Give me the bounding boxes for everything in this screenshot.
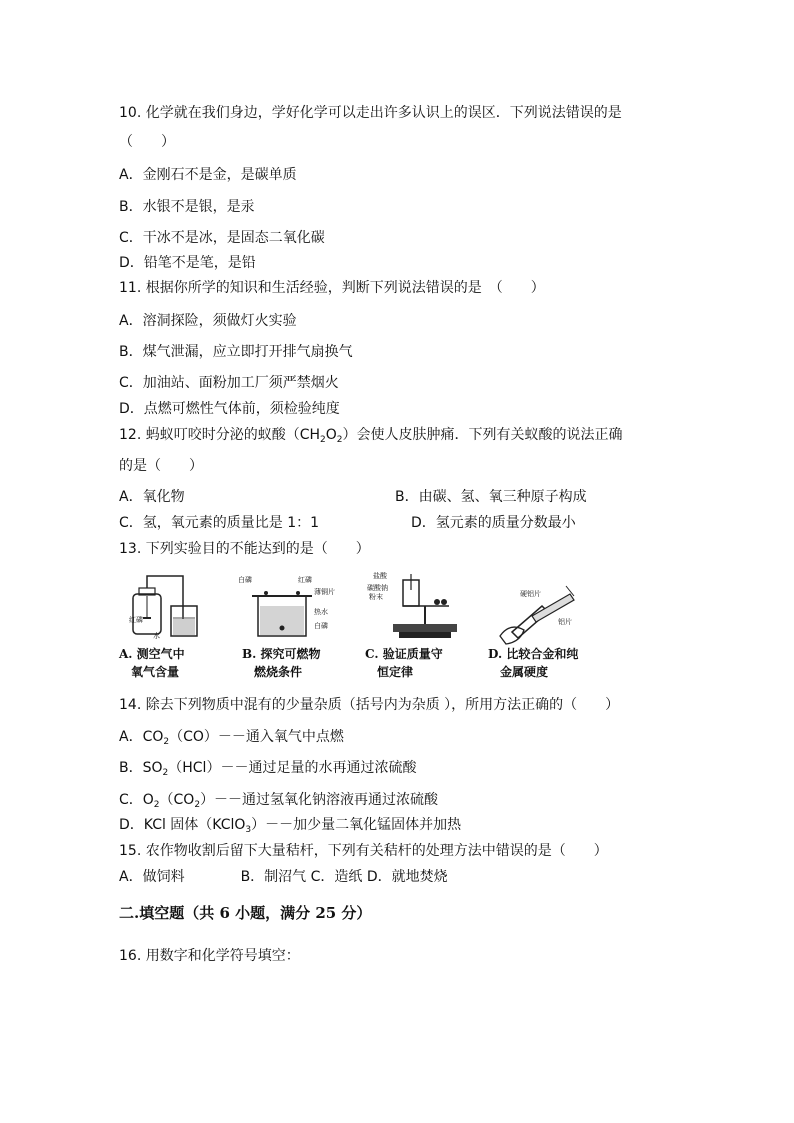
q12-stem-c: ）会使人皮肤肿痛．下列有关蚁酸的说法正确 <box>342 427 623 443</box>
panel-a-air-oxygen <box>113 566 236 684</box>
label-a-water: 水 <box>153 632 160 640</box>
caption-c-line1: C. 验证质量守 <box>365 647 443 661</box>
caption-c-line2: 恒定律 <box>377 665 414 679</box>
q14-stem: 14. 除去下列物质中混有的少量杂质（括号内为杂质 ），所用方法正确的（ ） <box>119 697 620 713</box>
q14-a-sub: 2 <box>163 737 170 747</box>
q10-option-c: C．干冰不是冰，是固态二氧化碳 <box>119 230 325 246</box>
q14-c-mid: （CO <box>159 792 195 808</box>
q12-stem <box>119 426 623 449</box>
q14-d-post: ）－－加少量二氧化锰固体并加热 <box>251 817 462 833</box>
q14-b-post: （HCl）－－通过足量的水再通过浓硫酸 <box>168 760 417 776</box>
q14-b-pre: B．SO <box>119 760 163 776</box>
label-d-hard-aluminum: 硬铝片 <box>520 590 541 598</box>
q12-option-d: D．氢元素的质量分数最小 <box>411 515 576 531</box>
q12-sub-2: 2 <box>336 435 343 445</box>
q12-sub-1: 2 <box>320 435 326 445</box>
q12-stem-line2: 的是（ ） <box>119 458 203 474</box>
q13-experiment-figure <box>113 566 605 684</box>
label-b-copper-sheet: 薄铜片 <box>314 588 335 596</box>
q12-option-c: C．氢，氧元素的质量比是 1：1 <box>119 515 320 531</box>
q12-stem-a: 12. 蚂蚁叮咬时分泌的蚁酸（CH <box>119 427 321 443</box>
q12-stem-b: O <box>325 427 337 443</box>
q11-option-b: B．煤气泄漏，应立即打开排气扇换气 <box>119 344 353 360</box>
caption-b-line2: 燃烧条件 <box>254 665 303 679</box>
panel-b-combustion <box>236 566 359 684</box>
q15-options: A．做饲料 B．制沼气 C．造纸 D．就地焚烧 <box>119 869 448 885</box>
label-b-red-phosphorus: 红磷 <box>298 576 312 584</box>
label-a-red-phosphorus: 红磷 <box>129 616 143 624</box>
q14-c-post: ）－－通过氢氧化钠溶液再通过浓硫酸 <box>200 792 439 808</box>
q14-c-pre: C．O <box>119 792 154 808</box>
q15-stem: 15. 农作物收割后留下大量秸杆，下列有关秸杆的处理方法中错误的是（ ） <box>119 843 608 859</box>
q14-a-pre: A．CO <box>119 729 164 745</box>
q11-stem: 11. 根据你所学的知识和生活经验，判断下列说法错误的是 （ ） <box>119 280 545 296</box>
q10-paren: （ ） <box>119 134 175 150</box>
label-c-hydrochloric-acid: 盐酸 <box>373 572 387 580</box>
label-b-white-phosphorus-bottom: 白磷 <box>314 622 328 630</box>
q10-option-b: B．水银不是银，是汞 <box>119 199 255 215</box>
q14-option-b <box>119 759 416 782</box>
q14-a-post: （CO）－－通入氧气中点燃 <box>169 729 344 745</box>
q14-b-sub: 2 <box>162 768 169 778</box>
q11-option-c: C．加油站、面粉加工厂须严禁烟火 <box>119 375 339 391</box>
q12-option-b: B．由碳、氢、氧三种原子构成 <box>395 489 587 505</box>
caption-d-line2: 金属硬度 <box>500 665 549 679</box>
caption-d-line1: D. 比较合金和纯 <box>488 647 579 661</box>
label-c-sodium-carbonate: 碳酸钠 <box>367 584 388 592</box>
q14-d-sub: 3 <box>245 825 252 835</box>
q14-option-a <box>119 728 344 751</box>
q16-stem: 16. 用数字和化学符号填空： <box>119 948 300 964</box>
caption-a-line2: 氧气含量 <box>131 665 180 679</box>
q14-option-c <box>119 791 438 814</box>
q11-option-a: A．溶洞探险，须做灯火实验 <box>119 313 297 329</box>
q11-option-d: D．点燃可燃性气体前，须检验纯度 <box>119 401 340 417</box>
q10-option-d: D．铅笔不是笔，是铅 <box>119 255 256 271</box>
label-d-aluminum: 铝片 <box>558 618 572 626</box>
q10-stem: 10. 化学就在我们身边，学好化学可以走出许多认识上的误区．下列说法错误的是 <box>119 105 622 121</box>
label-c-powder: 粉末 <box>369 593 383 601</box>
q14-d-pre: D．KCl 固体（KClO <box>119 817 246 833</box>
caption-a-line1: A. 测空气中 <box>119 647 185 661</box>
panel-d-alloy-hardness <box>482 566 605 684</box>
panel-c-mass-conservation <box>359 566 482 684</box>
q10-option-a: A．金刚石不是金，是碳单质 <box>119 167 297 183</box>
section-fill-in-heading: 二.填空题（共 6 小题，满分 25 分） <box>119 904 372 922</box>
label-b-hot-water: 热水 <box>314 608 328 616</box>
caption-b-line1: B. 探究可燃物 <box>242 647 321 661</box>
q14-c-sub: 2 <box>153 800 160 810</box>
q14-c-sub2: 2 <box>194 800 201 810</box>
q13-stem: 13. 下列实验目的不能达到的是（ ） <box>119 541 370 557</box>
q14-option-d <box>119 816 461 839</box>
q12-option-a: A．氧化物 <box>119 489 185 505</box>
label-b-white-phosphorus-top: 白磷 <box>238 576 252 584</box>
